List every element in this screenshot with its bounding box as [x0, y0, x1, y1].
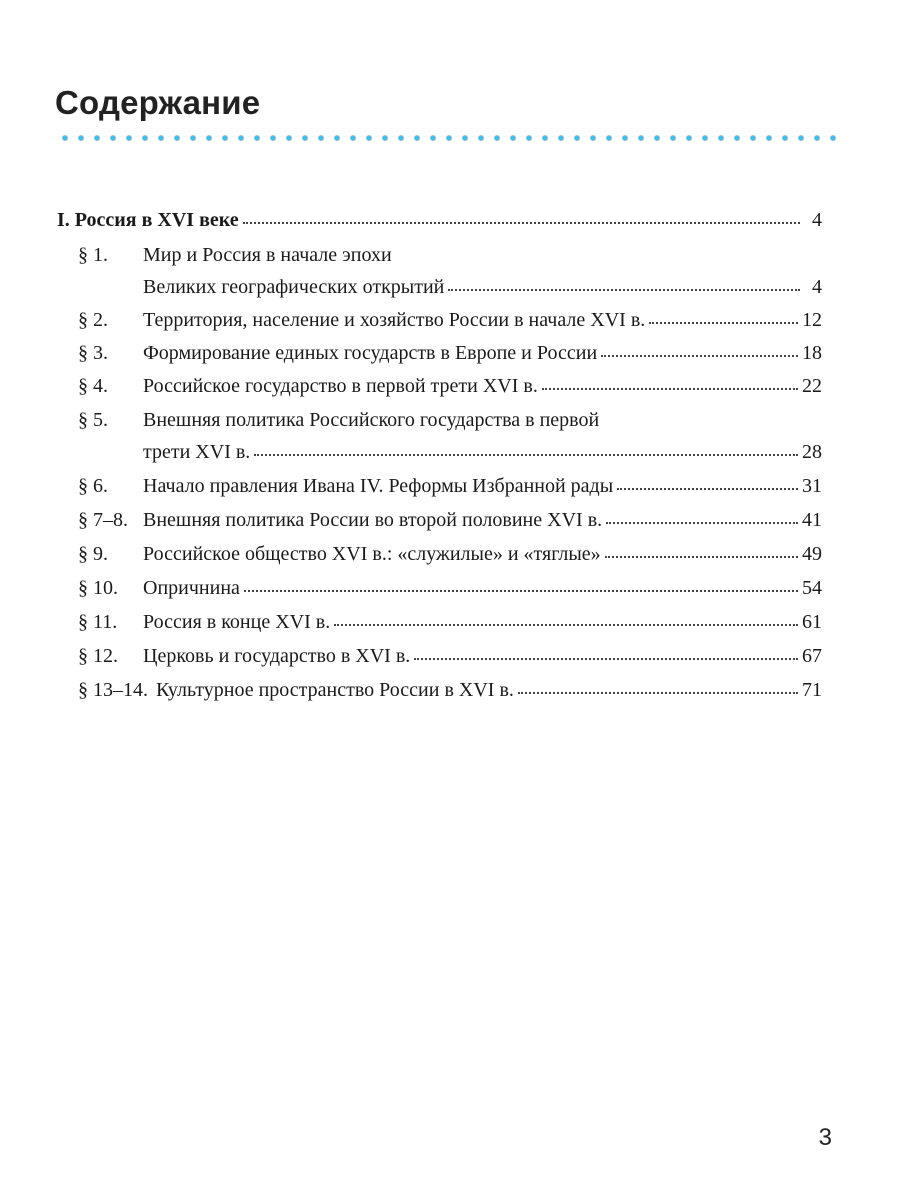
- toc-entry[interactable]: [78, 308, 822, 332]
- toc-entry-title: Опричнина: [143, 577, 240, 599]
- toc-leader: [601, 341, 798, 357]
- toc-page: 4: [812, 209, 822, 231]
- toc-page: 31: [802, 475, 822, 497]
- toc-entry-title: Россия в конце XVI в.: [143, 611, 331, 633]
- toc-page: 18: [802, 342, 822, 364]
- toc-entry-num: § 11.: [78, 611, 118, 633]
- toc-leader: [448, 275, 800, 291]
- toc-entry-num: § 6.: [78, 475, 108, 497]
- toc-page: 49: [802, 543, 822, 565]
- toc-entry[interactable]: [78, 508, 822, 532]
- toc-entry-title: Церковь и государство в XVI в.: [143, 645, 411, 667]
- toc-leader: [334, 610, 798, 626]
- toc-entry-title: Российское общество XVI в.: «служилые» и «тяглые»: [143, 543, 601, 565]
- toc-leader: [414, 644, 798, 660]
- toc-entry-title: Территория, население и хозяйство России в начале XVI в.: [143, 309, 646, 331]
- toc-page: 54: [802, 577, 822, 599]
- toc-entry[interactable]: [143, 440, 822, 464]
- toc-entry-title-cont: Великих географических открытий: [143, 276, 445, 298]
- toc-entry-title: Российское государство в первой трети XVI в.: [143, 375, 538, 397]
- page-title: Содержание: [55, 84, 261, 121]
- toc-page: 22: [802, 375, 822, 397]
- toc-entry-num: § 9.: [78, 543, 108, 565]
- toc-entry-num: § 12.: [78, 645, 118, 667]
- toc-page: 61: [802, 611, 822, 633]
- toc-entry[interactable]: [78, 341, 822, 365]
- toc-entry-num: § 3.: [78, 342, 108, 364]
- toc-entry[interactable]: [78, 374, 822, 398]
- toc-entry[interactable]: [78, 678, 822, 702]
- toc-entry-title: Внешняя политика России во второй половине XVI в.: [143, 509, 603, 531]
- toc-leader: [254, 440, 798, 456]
- toc-chapter[interactable]: [57, 208, 822, 232]
- toc-page: 28: [802, 441, 822, 463]
- toc-leader: [605, 542, 798, 558]
- toc-entry-num: § 4.: [78, 375, 108, 397]
- toc-page: 41: [802, 509, 822, 531]
- toc-page: 67: [802, 645, 822, 667]
- toc-leader: [606, 508, 798, 524]
- toc-leader: [518, 678, 798, 694]
- toc-leader: [617, 474, 798, 490]
- toc-leader: [649, 308, 798, 324]
- toc-entry-title-cont: трети XVI в.: [143, 441, 251, 463]
- toc-entry-title[interactable]: Внешняя политика Российского государства в первой: [143, 409, 600, 431]
- toc-entry[interactable]: [78, 542, 822, 566]
- toc-entry-num: § 2.: [78, 309, 108, 331]
- toc-leader: [244, 576, 798, 592]
- page-number: 3: [818, 1124, 832, 1151]
- toc-entry[interactable]: [143, 275, 822, 299]
- toc-entry-num: § 1.: [78, 244, 108, 266]
- toc-entry[interactable]: [78, 576, 822, 600]
- toc-page: 12: [802, 309, 822, 331]
- toc-entry-title: Начало правления Ивана IV. Реформы Избранной рады: [143, 475, 614, 497]
- toc-page: 4: [812, 276, 822, 298]
- toc-entry-num: § 13–14.: [78, 679, 148, 701]
- toc-entry-num: § 10.: [78, 577, 118, 599]
- toc-entry-title[interactable]: Мир и Россия в начале эпохи: [143, 244, 392, 266]
- toc-entry-title: Культурное пространство России в XVI в.: [156, 679, 514, 701]
- toc-leader: [542, 374, 798, 390]
- toc-entry-num: § 5.: [78, 409, 108, 431]
- toc-entry[interactable]: [78, 474, 822, 498]
- toc-leader: [243, 208, 800, 224]
- toc-page: 71: [802, 679, 822, 701]
- toc-chapter-title: I. Россия в XVI веке: [57, 209, 239, 231]
- toc-entry[interactable]: [78, 610, 822, 634]
- toc-entry-num: § 7–8.: [78, 509, 128, 531]
- toc-entry[interactable]: [78, 644, 822, 668]
- toc-entry-title: Формирование единых государств в Европе и России: [143, 342, 598, 364]
